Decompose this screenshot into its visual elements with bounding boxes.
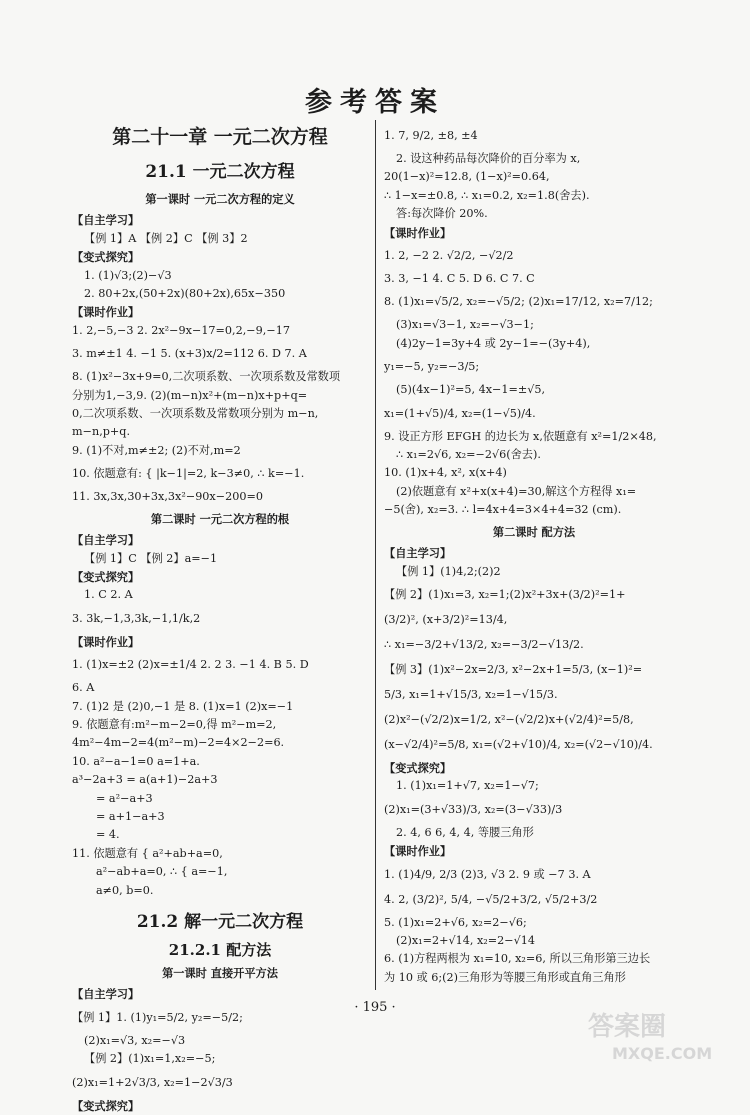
- answer-line: 8. (1)x²−3x+9=0,二次项系数、一次项系数及常数项: [72, 370, 341, 384]
- answer-line: (x−√2/4)²=5/8, x₁=(√2+√10)/4, x₂=(√2−√10)/4.: [384, 737, 653, 751]
- section-label: 【课时作业】: [384, 225, 452, 240]
- lesson-title: 第二课时 一元二次方程的根: [150, 511, 290, 526]
- section-label: 【课时作业】: [384, 844, 452, 859]
- answer-line: 2. 4, 6 6, 4, 4, 等腰三角形: [396, 825, 534, 839]
- answer-line: ∴ x₁=−3/2+√13/2, x₂=−3/2−√13/2.: [384, 637, 584, 651]
- section-label: 【自主学习】: [72, 987, 140, 1002]
- answer-line: 1. C 2. A: [84, 588, 133, 602]
- answer-line: = a+1−a+3: [96, 809, 165, 823]
- answer-line: 2. 80+2x,(50+2x)(80+2x),65x−350: [84, 287, 286, 301]
- answer-line: 【例 1】C 【例 2】a=−1: [84, 551, 218, 565]
- answer-line: = 4.: [96, 828, 120, 842]
- answer-line: = a²−a+3: [96, 791, 153, 805]
- answer-line: 【例 1】(1)4,2;(2)2: [396, 564, 501, 578]
- section-label: 【课时作业】: [72, 305, 140, 320]
- answer-line: 1. 2,−5,−3 2. 2x²−9x−17=0,2,−9,−17: [72, 323, 290, 337]
- answer-line: (3/2)², (x+3/2)²=13/4,: [384, 612, 508, 626]
- answer-line: 答:每次降价 20%.: [396, 207, 488, 221]
- right-answer-column: [384, 122, 684, 987]
- answer-line: a≠0, b=0.: [96, 883, 154, 897]
- answer-line: 4. 2, (3/2)², 5/4, −√5/2+3/2, √5/2+3/2: [384, 892, 598, 906]
- answer-line: 【例 2】(1)x₁=1,x₂=−5;: [84, 1052, 216, 1066]
- answer-line: (2)x₁=1+2√3/3, x₂=1−2√3/3: [72, 1075, 233, 1089]
- watermark-text: 答案圈: [588, 1012, 667, 1042]
- answer-line: 1. (1)x=±2 (2)x=±1/4 2. 2 3. −1 4. B 5. D: [72, 658, 309, 672]
- answer-line: 1. 7, 9/2, ±8, ±4: [384, 129, 478, 142]
- lesson-title: 第一课时 直接开平方法: [162, 966, 278, 980]
- answer-line: 5/3, x₁=1+√15/3, x₂=1−√15/3.: [384, 687, 558, 701]
- page-title: 参考答案: [305, 87, 445, 118]
- answer-line: 4m²−4m−2=4(m²−m)−2=4×2−2=6.: [72, 736, 285, 750]
- answer-line: (4)2y−1=3y+4 或 2y−1=−(3y+4),: [396, 336, 591, 350]
- answer-line: 1. (1)√3;(2)−√3: [84, 268, 172, 282]
- answer-line: 2. 设这种药品每次降价的百分率为 x,: [396, 152, 581, 165]
- chapter-title: 第二十一章 一元二次方程: [112, 126, 328, 148]
- section-label: 【变式探究】: [72, 1098, 140, 1113]
- left-answer-column: [72, 118, 368, 1115]
- answer-line: 11. 3x,3x,30+3x,3x²−90x−200=0: [72, 490, 263, 504]
- answer-line: 9. 依题意有:m²−m−2=0,得 m²−m=2,: [72, 717, 277, 731]
- answer-line: 【例 1】1. (1)y₁=5/2, y₂=−5/2;: [72, 1010, 243, 1024]
- answer-line: (2)依题意有 x²+x(x+4)=30,解这个方程得 x₁=: [396, 484, 637, 498]
- watermark-url: MXQE.COM: [612, 1044, 713, 1063]
- answer-line: 11. 依题意有 { a²+ab+a=0,: [72, 846, 223, 860]
- answer-line: ∴ x₁=2√6, x₂=−2√6(舍去).: [396, 448, 541, 462]
- answer-line: 0,二次项系数、一次项系数及常数项分别为 m−n,: [72, 407, 319, 421]
- answer-line: 6. (1)方程两根为 x₁=10, x₂=6, 所以三角形第三边长: [384, 952, 651, 966]
- answer-line: (2)x²−(√2/2)x=1/2, x²−(√2/2)x+(√2/4)²=5/8,: [384, 712, 634, 726]
- section-label: 【自主学习】: [72, 213, 140, 228]
- subsection-title: 21.2.1 配方法: [168, 941, 272, 959]
- lesson-title: 第二课时 配方法: [492, 524, 576, 539]
- watermark-logo: [582, 1007, 742, 1065]
- answer-line: 7. (1)2 是 (2)0,−1 是 8. (1)x=1 (2)x=−1: [72, 699, 294, 713]
- section-title: 21.1 一元二次方程: [145, 162, 295, 182]
- answer-line: 3. 3, −1 4. C 5. D 6. C 7. C: [384, 272, 535, 286]
- answer-line: 5. (1)x₁=2+√6, x₂=2−√6;: [384, 915, 527, 929]
- answer-line: ∴ 1−x=±0.8, ∴ x₁=0.2, x₂=1.8(舍去).: [384, 188, 590, 202]
- answer-line: (2)x₁=(3+√33)/3, x₂=(3−√33)/3: [384, 802, 563, 816]
- section-label: 【变式探究】: [72, 250, 140, 265]
- column-divider: [375, 120, 376, 990]
- answer-line: 8. (1)x₁=√5/2, x₂=−√5/2; (2)x₁=17/12, x₂=7/12;: [384, 295, 653, 309]
- answer-line: (2)x₁=2+√14, x₂=2−√14: [396, 933, 536, 947]
- answer-line: 分别为1,−3,9. (2)(m−n)x²+(m−n)x+p+q=: [72, 388, 308, 402]
- answer-line: −5(舍), x₂=3. ∴ l=4x+4=3×4+4=32 (cm).: [384, 503, 622, 517]
- section-label: 【变式探究】: [384, 760, 452, 775]
- answer-line: 1. (1)4/9, 2/3 (2)3, √3 2. 9 或 −7 3. A: [384, 867, 591, 881]
- answer-line: a³−2a+3 = a(a+1)−2a+3: [72, 773, 218, 787]
- answer-line: 10. 依题意有: { |k−1|=2, k−3≠0, ∴ k=−1.: [72, 467, 305, 481]
- answer-line: 9. (1)不对,m≠±2; (2)不对,m=2: [72, 443, 241, 457]
- answer-line: a²−ab+a=0, ∴ { a=−1,: [96, 865, 228, 879]
- answer-line: 20(1−x)²=12.8, (1−x)²=0.64,: [384, 170, 550, 184]
- answer-line: 3. 3k,−1,3,3k,−1,1/k,2: [72, 611, 201, 625]
- answer-line: 9. 设正方形 EFGH 的边长为 x,依题意有 x²=1/2×48,: [384, 429, 657, 443]
- page-number: · 195 ·: [354, 1000, 396, 1015]
- lesson-title: 第一课时 一元二次方程的定义: [145, 192, 295, 206]
- answer-line: 【例 3】(1)x²−2x=2/3, x²−2x+1=5/3, (x−1)²=: [384, 662, 643, 676]
- answer-line: 10. (1)x+4, x², x(x+4): [384, 466, 507, 480]
- section-label: 【变式探究】: [72, 569, 140, 584]
- answer-line: m−n,p+q.: [72, 425, 130, 439]
- section-label: 【课时作业】: [72, 634, 140, 649]
- answer-line: 为 10 或 6;(2)三角形为等腰三角形或直角三角形: [384, 970, 626, 984]
- answer-line: x₁=(1+√5)/4, x₂=(1−√5)/4.: [384, 406, 536, 420]
- answer-line: 10. a²−a−1=0 a=1+a.: [72, 754, 200, 768]
- section-label: 【自主学习】: [384, 546, 452, 561]
- answer-line: 1. 2, −2 2. √2/2, −√2/2: [384, 249, 514, 263]
- answer-line: (2)x₁=√3, x₂=−√3: [84, 1033, 186, 1047]
- answer-line: 3. m≠±1 4. −1 5. (x+3)x/2=112 6. D 7. A: [72, 347, 307, 361]
- section-label: 【自主学习】: [72, 533, 140, 548]
- answer-line: 【例 2】(1)x₁=3, x₂=1;(2)x²+3x+(3/2)²=1+: [384, 587, 626, 601]
- answer-line: (3)x₁=√3−1, x₂=−√3−1;: [396, 318, 534, 332]
- answer-line: 1. (1)x₁=1+√7, x₂=1−√7;: [396, 779, 539, 793]
- answer-line: y₁=−5, y₂=−3/5;: [384, 360, 480, 374]
- answer-line: (5)(4x−1)²=5, 4x−1=±√5,: [396, 383, 546, 397]
- answer-line: 6. A: [72, 681, 95, 695]
- answer-line: 【例 1】A 【例 2】C 【例 3】2: [84, 231, 248, 245]
- section-title: 21.2 解一元二次方程: [136, 912, 304, 932]
